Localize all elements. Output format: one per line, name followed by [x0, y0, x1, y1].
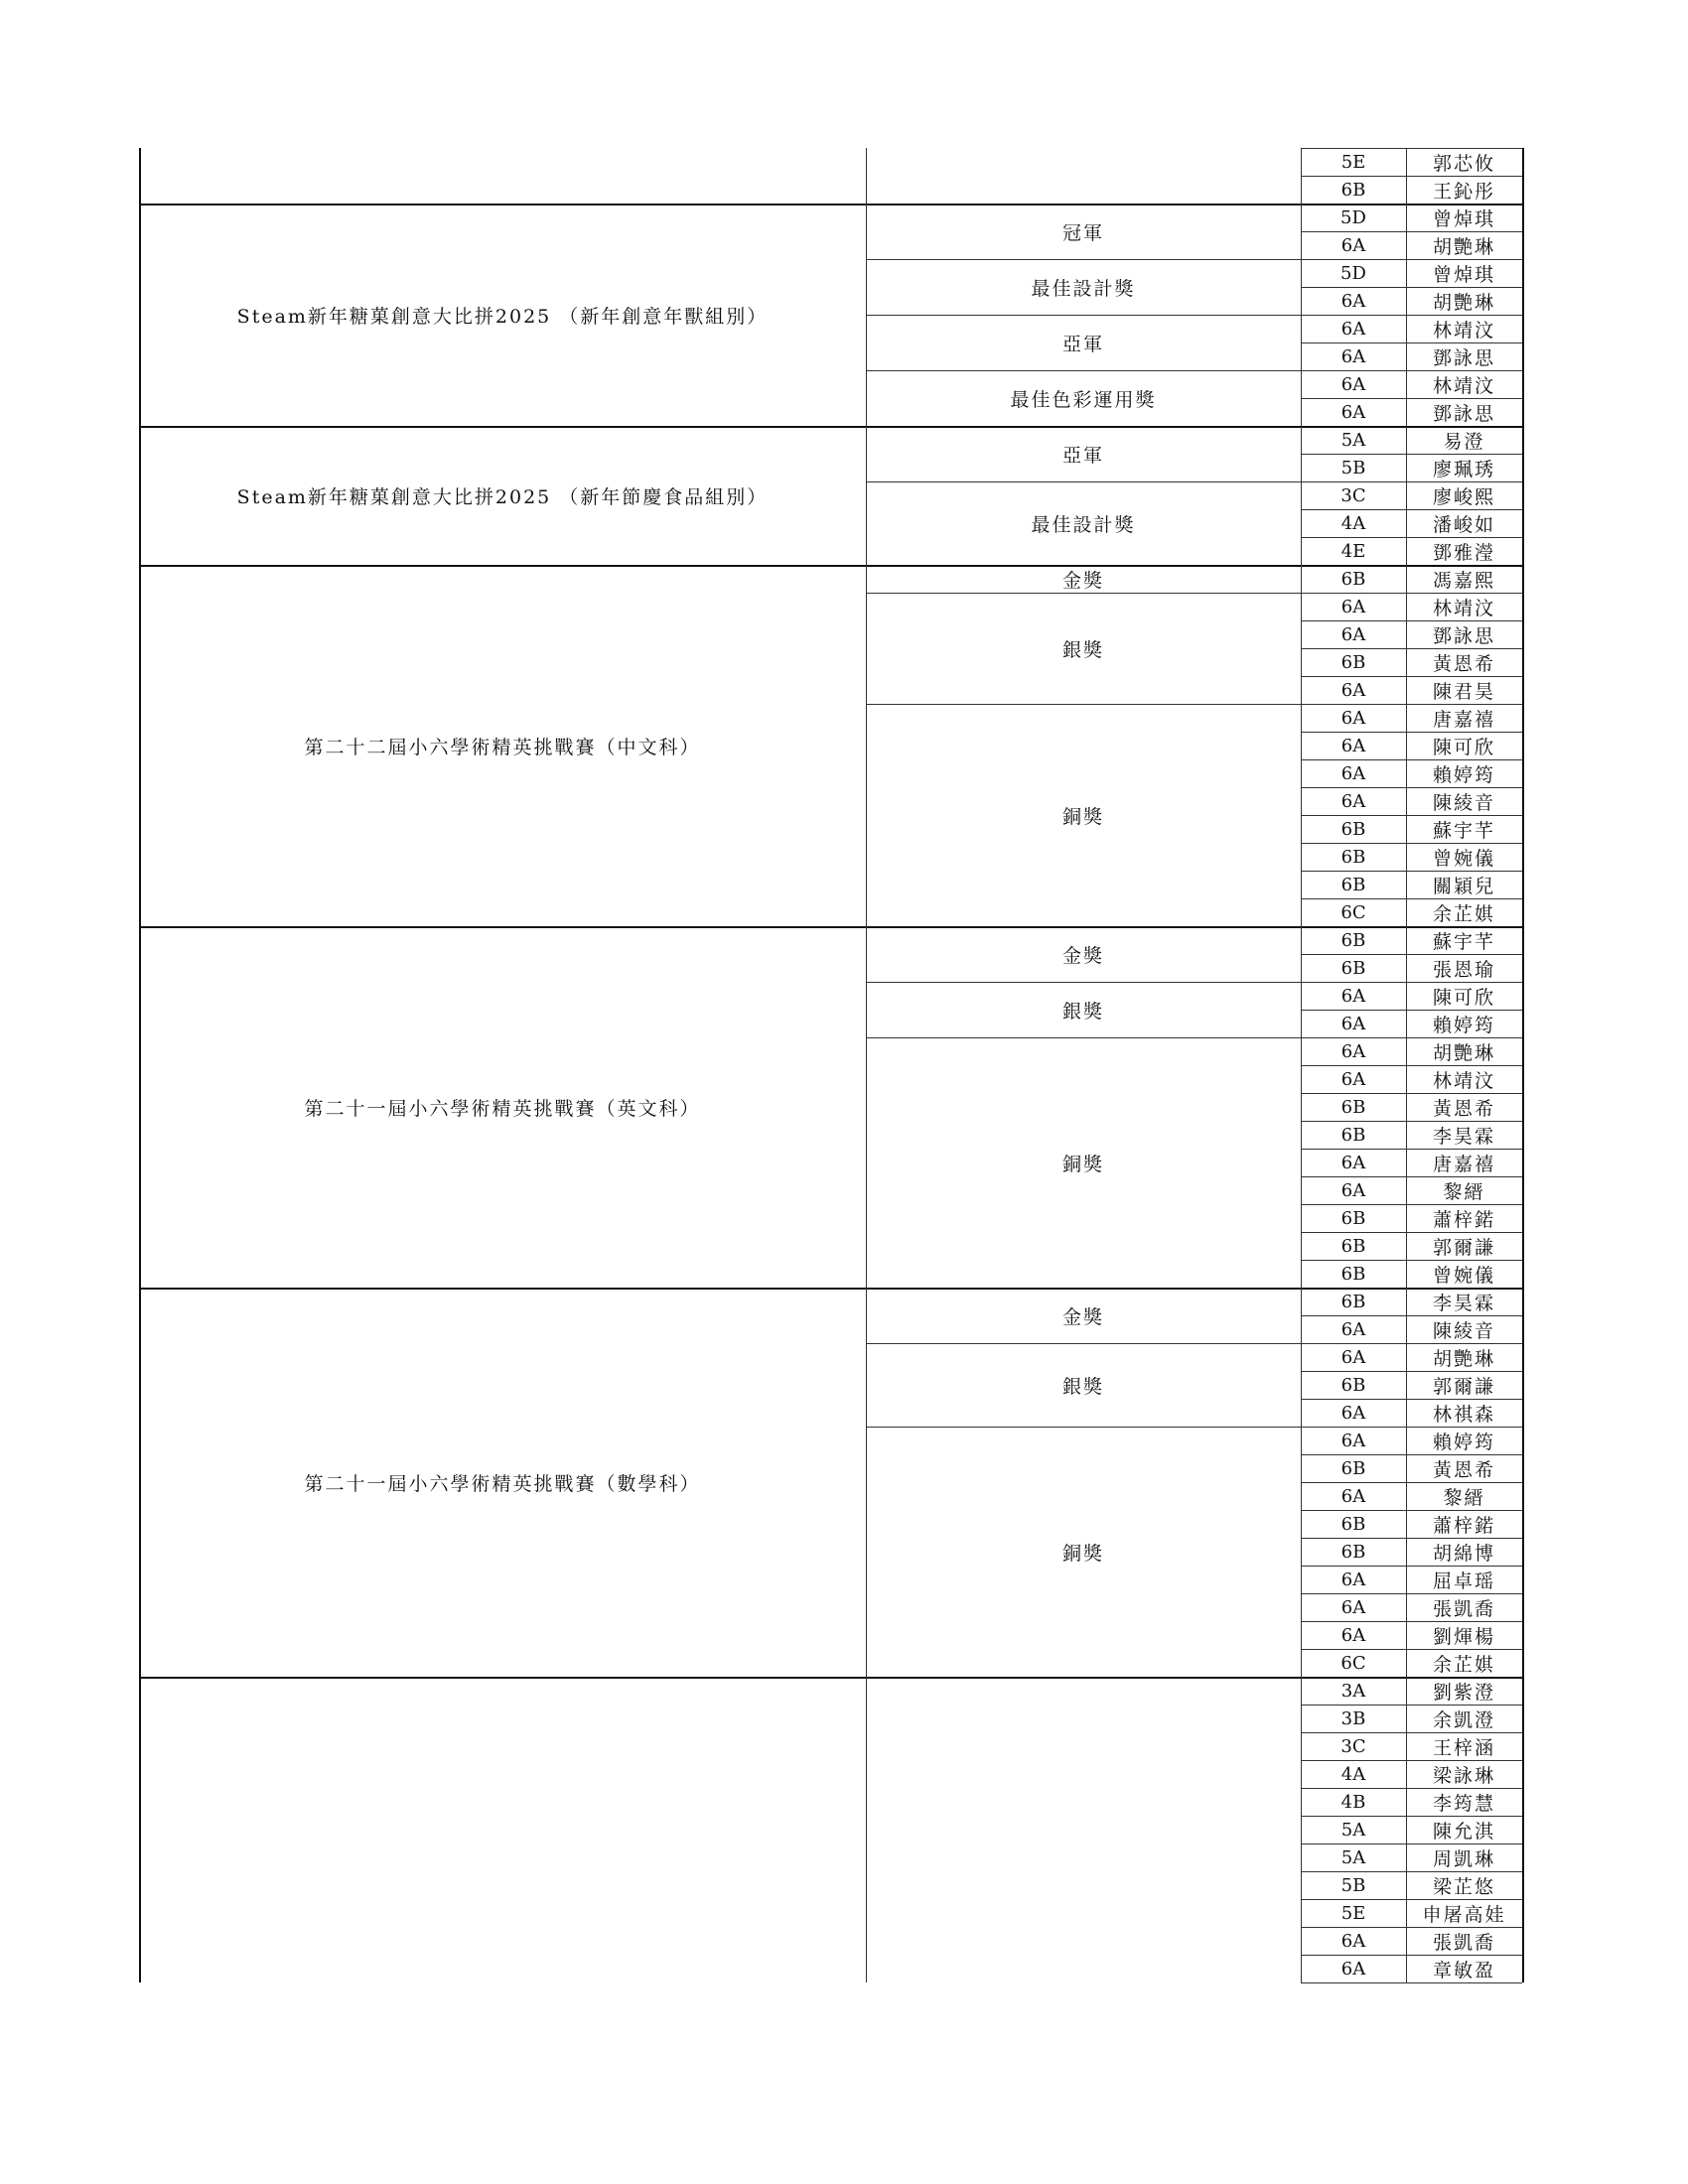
student-name: 蘇宇芊 [1432, 930, 1495, 953]
column-divider [1301, 148, 1302, 1982]
student-name: 陳綾音 [1432, 791, 1495, 814]
student-class: 6A [1340, 1040, 1366, 1062]
award-name: 最佳設計獎 [1031, 277, 1136, 300]
student-name: 廖峻熙 [1432, 485, 1495, 508]
student-name: 陳可欣 [1432, 986, 1495, 1009]
student-name: 李筠慧 [1432, 1792, 1495, 1815]
student-name: 梁芷悠 [1432, 1875, 1495, 1898]
student-class: 6B [1340, 929, 1366, 951]
award-name: 亞軍 [1061, 333, 1104, 355]
student-class: 5A [1340, 1819, 1366, 1841]
student-name: 黃恩希 [1432, 1458, 1495, 1481]
student-name: 賴婷筠 [1432, 763, 1495, 786]
competition-name: Steam新年糖菓創意大比拼2025 （新年創意年獸組別） [236, 305, 769, 328]
award-name: 最佳設計獎 [1031, 513, 1136, 536]
student-name: 陳可欣 [1432, 736, 1495, 758]
table-right-border [1522, 148, 1524, 1982]
award-name: 金獎 [1061, 1305, 1104, 1328]
student-class: 6A [1340, 1958, 1366, 1979]
student-name: 蘇宇芊 [1432, 819, 1495, 842]
student-class: 4B [1340, 1791, 1366, 1813]
student-name: 胡艷琳 [1432, 235, 1495, 258]
student-name: 曾婉儀 [1432, 847, 1495, 870]
student-name: 張恩瑜 [1432, 958, 1495, 981]
student-name: 陳君昊 [1432, 680, 1495, 703]
column-divider [1406, 148, 1407, 1982]
student-name: 王鈊彤 [1432, 180, 1495, 203]
student-class: 6A [1340, 1930, 1366, 1952]
student-name: 賴婷筠 [1432, 1014, 1495, 1036]
student-name: 黎縉 [1443, 1180, 1485, 1203]
student-class: 6A [1340, 1013, 1366, 1034]
award-name: 銀獎 [1061, 1000, 1104, 1023]
student-name: 余凱澄 [1432, 1708, 1495, 1731]
award-name: 最佳色彩運用獎 [1010, 388, 1157, 411]
student-name: 胡綿博 [1432, 1542, 1495, 1565]
student-name: 余芷娸 [1432, 1653, 1495, 1676]
student-name: 鄧詠思 [1432, 346, 1495, 369]
student-class: 5D [1340, 262, 1366, 284]
student-class: 6A [1340, 234, 1366, 256]
student-class: 6B [1340, 957, 1366, 979]
student-name: 唐嘉禧 [1432, 708, 1495, 731]
award-name: 金獎 [1061, 569, 1104, 592]
student-name: 李昊霖 [1432, 1292, 1495, 1314]
student-class: 6B [1340, 846, 1366, 868]
student-class: 5B [1340, 1874, 1366, 1896]
student-name: 郭芯攸 [1432, 152, 1495, 175]
student-class: 6B [1340, 1541, 1366, 1563]
student-name: 曾婉儀 [1432, 1264, 1495, 1287]
award-name: 銅獎 [1061, 1153, 1104, 1175]
student-name: 屈卓瑶 [1432, 1570, 1495, 1592]
student-class: 6B [1340, 874, 1366, 895]
student-class: 5E [1340, 1902, 1366, 1924]
student-name: 張凱喬 [1432, 1931, 1495, 1954]
student-class: 6B [1340, 1513, 1366, 1535]
student-name: 陳綾音 [1432, 1319, 1495, 1342]
student-class: 3A [1340, 1680, 1366, 1702]
competition-name: 第二十一屆小六學術精英挑戰賽（英文科） [304, 1097, 701, 1120]
student-class: 6A [1340, 1624, 1366, 1646]
award-name [866, 148, 1301, 204]
student-class: 6A [1340, 373, 1366, 395]
student-name: 賴婷筠 [1432, 1431, 1495, 1453]
student-name: 林靖汶 [1432, 374, 1495, 397]
student-name: 胡艷琳 [1432, 1347, 1495, 1370]
student-class: 3C [1340, 1735, 1366, 1757]
student-name: 林靖汶 [1432, 1069, 1495, 1092]
student-class: 6B [1340, 1263, 1366, 1285]
student-class: 6A [1340, 1318, 1366, 1340]
student-class: 6B [1340, 651, 1366, 673]
student-name: 鄧詠思 [1432, 402, 1495, 425]
student-class: 6B [1340, 1291, 1366, 1312]
student-class: 4E [1340, 540, 1366, 562]
student-name: 蕭梓鍩 [1432, 1208, 1495, 1231]
student-name: 章敏盈 [1432, 1959, 1495, 1981]
student-class: 6A [1340, 679, 1366, 701]
student-name: 陳允淇 [1432, 1820, 1495, 1843]
student-class: 5A [1340, 429, 1366, 451]
student-class: 3B [1340, 1707, 1366, 1729]
student-name: 蕭梓鍩 [1432, 1514, 1495, 1537]
student-class: 6A [1340, 318, 1366, 340]
student-name: 林靖汶 [1432, 319, 1495, 341]
student-class: 6A [1340, 1152, 1366, 1173]
award-name: 銅獎 [1061, 805, 1104, 828]
competition-name: 第二十二屆小六學術精英挑戰賽（中文科） [304, 736, 701, 758]
student-name: 張凱喬 [1432, 1597, 1495, 1620]
student-name: 劉紫澄 [1432, 1681, 1495, 1704]
award-name [866, 1677, 1301, 1982]
student-name: 潘峻如 [1432, 513, 1495, 536]
student-class: 6B [1340, 1374, 1366, 1396]
student-name: 唐嘉禧 [1432, 1153, 1495, 1175]
award-name: 冠軍 [1061, 221, 1104, 244]
student-class: 6B [1340, 179, 1366, 201]
student-name: 黎縉 [1443, 1486, 1485, 1509]
student-class: 6C [1340, 1652, 1366, 1674]
column-divider [866, 148, 867, 1982]
student-class: 5E [1340, 151, 1366, 173]
student-class: 6A [1340, 790, 1366, 812]
student-class: 6A [1340, 985, 1366, 1007]
student-class: 6B [1340, 1124, 1366, 1146]
student-name: 李昊霖 [1432, 1125, 1495, 1148]
student-class: 6A [1340, 623, 1366, 645]
student-name: 林祺森 [1432, 1403, 1495, 1426]
student-name: 易澄 [1443, 430, 1485, 453]
competition-name: Steam新年糖菓創意大比拼2025 （新年節慶食品組別） [236, 485, 769, 508]
student-class: 6A [1340, 1068, 1366, 1090]
student-name: 劉煇楊 [1432, 1625, 1495, 1648]
student-name: 曾焯琪 [1432, 263, 1495, 286]
row-divider [1301, 1982, 1522, 1983]
student-class: 6B [1340, 818, 1366, 840]
student-name: 鄧詠思 [1432, 624, 1495, 647]
student-name: 鄧雅瀅 [1432, 541, 1495, 564]
student-class: 6B [1340, 1235, 1366, 1257]
student-name: 梁詠琳 [1432, 1764, 1495, 1787]
student-name: 郭爾謙 [1432, 1236, 1495, 1259]
student-class: 6B [1340, 568, 1366, 590]
student-name: 申屠高娃 [1422, 1903, 1506, 1926]
award-name: 金獎 [1061, 944, 1104, 967]
student-class: 6B [1340, 1457, 1366, 1479]
student-class: 6B [1340, 1096, 1366, 1118]
table-left-border [139, 148, 141, 1982]
student-class: 6A [1340, 1179, 1366, 1201]
student-class: 4A [1340, 1763, 1366, 1785]
student-name: 馮嘉熙 [1432, 569, 1495, 592]
student-class: 6A [1340, 596, 1366, 617]
student-class: 4A [1340, 512, 1366, 534]
row-divider [1301, 148, 1522, 149]
student-class: 6A [1340, 1346, 1366, 1368]
competition-name: 第二十一屆小六學術精英挑戰賽（數學科） [304, 1472, 701, 1495]
student-name: 林靖汶 [1432, 597, 1495, 619]
award-name: 銀獎 [1061, 638, 1104, 661]
student-class: 6A [1340, 762, 1366, 784]
student-name: 郭爾謙 [1432, 1375, 1495, 1398]
student-class: 6A [1340, 1430, 1366, 1451]
award-name: 銅獎 [1061, 1542, 1104, 1565]
student-name: 黃恩希 [1432, 652, 1495, 675]
student-class: 6A [1340, 1596, 1366, 1618]
award-name: 銀獎 [1061, 1375, 1104, 1398]
student-class: 6B [1340, 1207, 1366, 1229]
student-class: 6A [1340, 735, 1366, 756]
student-class: 6A [1340, 290, 1366, 312]
student-class: 6C [1340, 901, 1366, 923]
student-name: 周凱琳 [1432, 1847, 1495, 1870]
student-name: 余芷娸 [1432, 902, 1495, 925]
student-name: 胡艷琳 [1432, 291, 1495, 314]
student-class: 6A [1340, 707, 1366, 729]
competition-name [139, 148, 866, 204]
student-class: 6A [1340, 345, 1366, 367]
award-name: 亞軍 [1061, 444, 1104, 467]
student-class: 6A [1340, 1402, 1366, 1424]
competition-name [139, 1677, 866, 1982]
student-class: 5D [1340, 206, 1366, 228]
student-name: 胡艷琳 [1432, 1041, 1495, 1064]
student-name: 王梓涵 [1432, 1736, 1495, 1759]
student-name: 黃恩希 [1432, 1097, 1495, 1120]
student-class: 5B [1340, 457, 1366, 478]
student-name: 廖珮琇 [1432, 458, 1495, 480]
student-class: 6A [1340, 1485, 1366, 1507]
student-class: 6A [1340, 1569, 1366, 1590]
student-name: 關穎兒 [1432, 875, 1495, 897]
student-class: 6A [1340, 401, 1366, 423]
student-class: 3C [1340, 484, 1366, 506]
student-name: 曾焯琪 [1432, 207, 1495, 230]
student-class: 5A [1340, 1846, 1366, 1868]
